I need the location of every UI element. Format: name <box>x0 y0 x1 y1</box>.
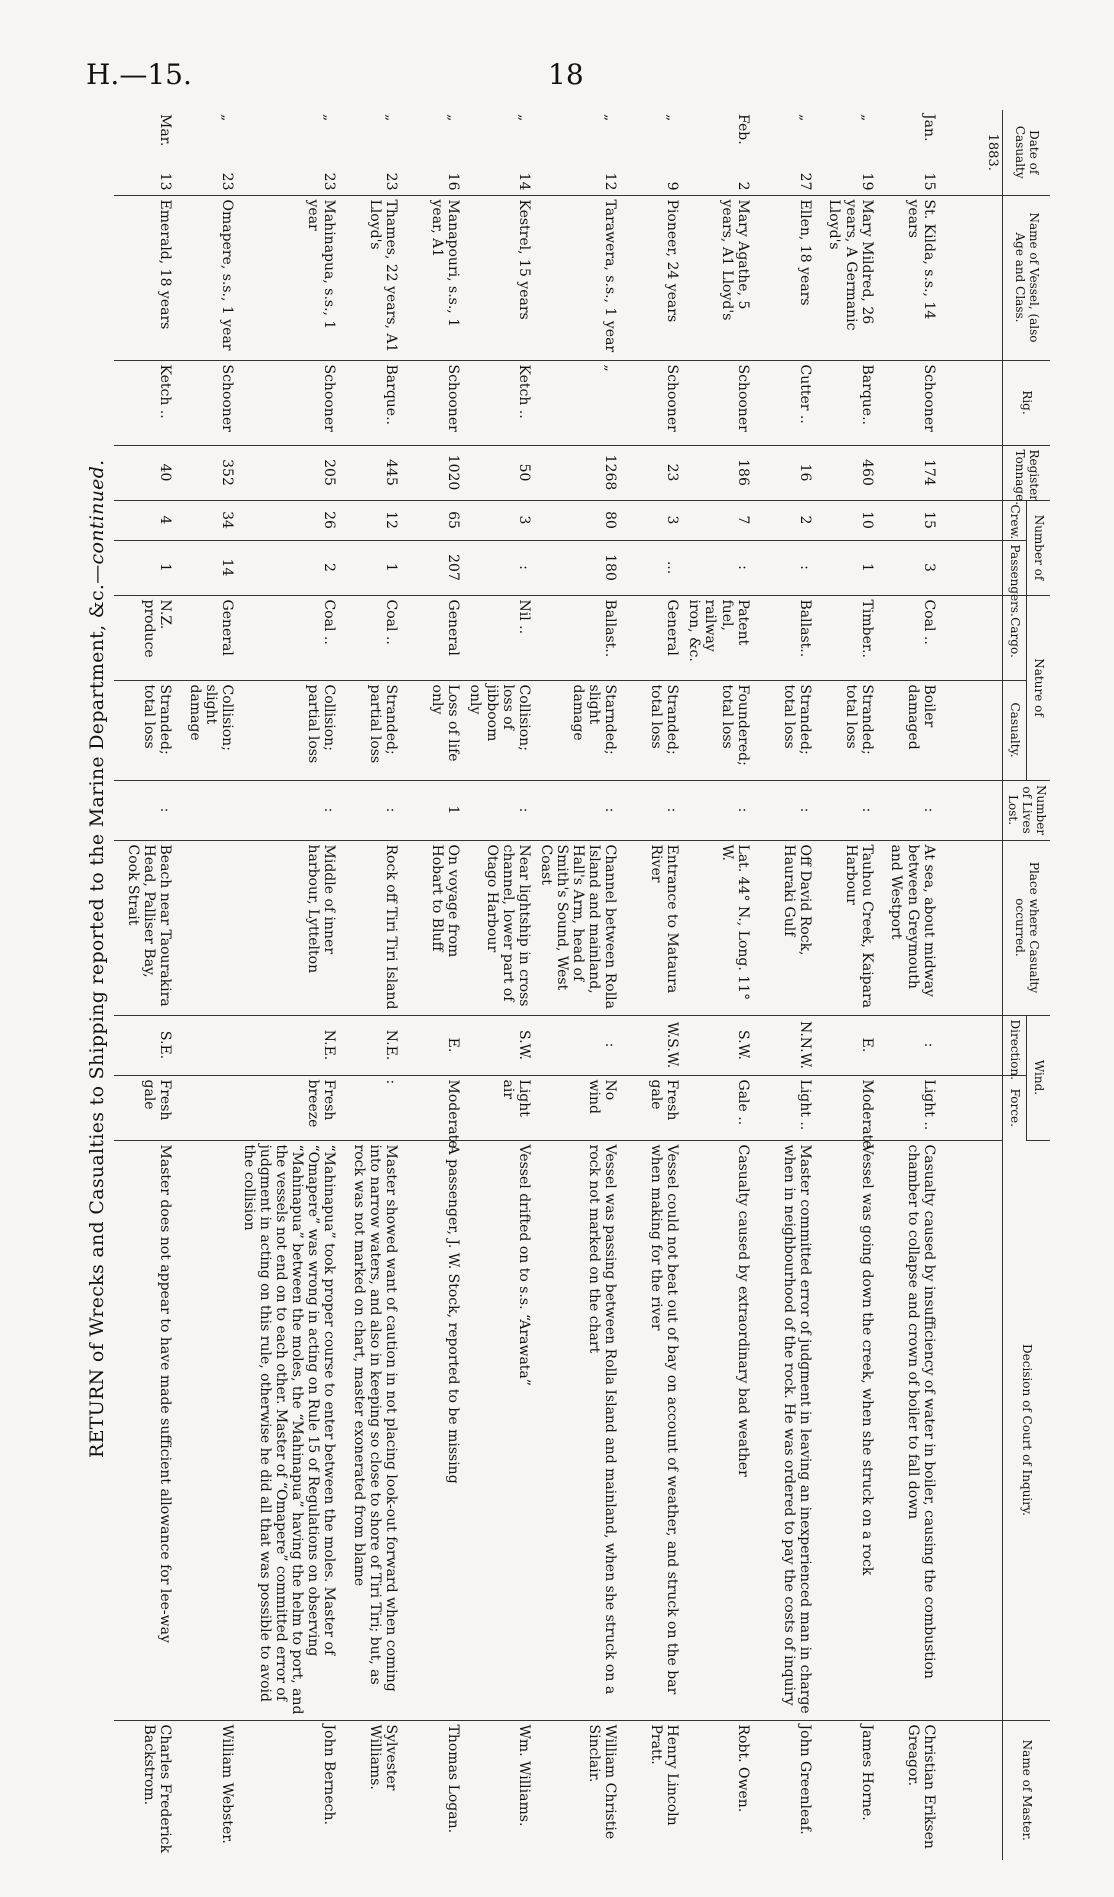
cell-master: Wm. Williams. <box>515 1724 532 1827</box>
cell-vessel: Emerald, 18 years <box>114 195 176 360</box>
cell-cargo: Coal .. <box>878 595 940 680</box>
cell-vessel: Omapere, s.s., 1 year <box>176 195 238 360</box>
cell-day: 2 <box>734 181 751 191</box>
cell-place: Tauhou Creek, Kaipara Harbour <box>816 840 878 1015</box>
table-title-continued: continued. <box>86 459 108 565</box>
cell-rig: Schooner <box>683 360 753 445</box>
cell-direction: S.W. <box>683 1015 753 1075</box>
cell-day: 19 <box>858 172 875 191</box>
cell-place: Beach near Taourakira Head, Palliser Bay, Cook Strait <box>114 840 176 1015</box>
cell-passengers: ... <box>621 540 683 595</box>
col-header-nature-of: Nature of <box>1026 595 1050 780</box>
cell-decision: Casualty caused by insufficiency of water in boiler, causing the combustion chamber to collapse and crown of boiler to fall down <box>878 1140 940 1720</box>
cell-passengers: 3 <box>878 540 940 595</box>
cell-force: Moderate <box>816 1075 878 1140</box>
cell-rig: Ketch .. <box>464 360 534 445</box>
cell-crew: 65 <box>402 500 464 540</box>
cell-tonnage: 23 <box>621 445 683 500</box>
col-header-date: Date of Casualty <box>1002 110 1050 195</box>
cell-force <box>176 1075 238 1140</box>
cell-lives: : <box>621 780 683 840</box>
year-row <box>940 110 1003 1860</box>
cell-day: 15 <box>920 172 937 191</box>
cell-month: „ <box>602 114 619 122</box>
table-title-main: RETURN of Wrecks and Casualties to Shipping reported to the Marine Department, &c.— <box>86 564 108 1458</box>
cell-place: Lat. 44° N., Long. 11° W. <box>683 840 753 1015</box>
cell-tonnage: 1020 <box>402 445 464 500</box>
cell-force: : <box>340 1075 402 1140</box>
cell-passengers: 2 <box>238 540 341 595</box>
cell-crew: 26 <box>238 500 341 540</box>
cell-cargo: General <box>176 595 238 680</box>
cell-casualty: Stranded; total loss <box>816 680 878 780</box>
cell-direction <box>176 1015 238 1075</box>
cell-cargo: Coal .. <box>340 595 402 680</box>
document-reference: H.—15. <box>86 58 192 91</box>
cell-crew: 15 <box>878 500 940 540</box>
cell-rig: Schooner <box>238 360 341 445</box>
cell-force: Fresh breeze <box>238 1075 341 1140</box>
table-row <box>816 110 878 1860</box>
col-header-decision: Decision of Court of Inquiry. <box>1002 1140 1050 1720</box>
cell-rig: „ <box>535 360 621 445</box>
cell-date <box>621 110 683 195</box>
cell-direction: S.W. <box>464 1015 534 1075</box>
cell-decision: Master showed want of caution in not placing look-out forward when coming into narrow waters, and also in keeping so close to shore of Tiri Tiri; but, as rock was not marked on chart, master exonerated from blame <box>340 1140 402 1720</box>
cell-month: Jan. <box>920 114 937 142</box>
cell-force: Fresh gale <box>621 1075 683 1140</box>
cell-cargo: N.Z. produce <box>114 595 176 680</box>
cell-month: Feb. <box>734 114 751 145</box>
cell-direction: S.E. <box>114 1015 176 1075</box>
cell-day: 23 <box>383 172 400 191</box>
cell-master: Sylvester Williams. <box>367 1724 400 1791</box>
cell-place: Rock off Tiri Tiri Island <box>340 840 402 1015</box>
cell-lives: : <box>535 780 621 840</box>
cell-date <box>683 110 753 195</box>
cell-vessel: Mary Agathe, 5 years, A1 Lloyd's <box>683 195 753 360</box>
year-label: 1883. <box>940 110 1003 195</box>
table-body <box>114 110 1002 1860</box>
cell-casualty: Stranded; total loss <box>754 680 816 780</box>
cell-cargo: General <box>402 595 464 680</box>
cell-master: Christian Eriksen Greagor. <box>904 1724 937 1849</box>
col-header-wind-direction: Direction. <box>1002 1015 1026 1075</box>
table-row <box>683 110 753 1860</box>
cell-lives <box>176 780 238 840</box>
cell-force: Light .. <box>754 1075 816 1140</box>
cell-decision: Vessel was passing between Rolla Island and mainland, when she struck on a rock not marked on the chart <box>535 1140 621 1720</box>
casualty-table-container <box>114 110 1050 1860</box>
cell-passengers: 14 <box>176 540 238 595</box>
cell-lives: : <box>238 780 341 840</box>
cell-casualty: Stranded; partial loss <box>340 680 402 780</box>
cell-day: 14 <box>515 172 532 191</box>
cell-rig: Barque.. <box>340 360 402 445</box>
cell-lives: : <box>878 780 940 840</box>
cell-decision: Casualty caused by extraordinary bad weather <box>683 1140 753 1720</box>
page-number: 18 <box>548 58 584 91</box>
col-header-passengers: Passengers. <box>1002 540 1026 595</box>
cell-direction: W.S.W. <box>621 1015 683 1075</box>
cell-direction: N.N.W. <box>754 1015 816 1075</box>
cell-crew: 34 <box>176 500 238 540</box>
cell-decision: Master committed error of judgment in leaving an inexperienced man in charge when in neighbourhood of the rock. He was ordered to pay the costs of inquiry <box>754 1140 816 1720</box>
col-header-vessel: Name of Vessel, (also Age and Class. <box>1002 195 1050 360</box>
col-header-wind: Wind. <box>1026 1015 1050 1140</box>
cell-crew: 7 <box>683 500 753 540</box>
table-header <box>1002 110 1050 1860</box>
cell-passengers: : <box>683 540 753 595</box>
cell-tonnage: 174 <box>878 445 940 500</box>
cell-place: Near lightship in cross channel, lower part of Otago Harbour <box>464 840 534 1015</box>
cell-crew: 4 <box>114 500 176 540</box>
cell-direction: : <box>878 1015 940 1075</box>
cell-day: 23 <box>321 172 338 191</box>
cell-decision <box>176 1140 238 1720</box>
cell-casualty: Stranded; total loss <box>114 680 176 780</box>
cell-date <box>754 110 816 195</box>
cell-rig: Barque.. <box>816 360 878 445</box>
cell-crew: 3 <box>464 500 534 540</box>
col-header-crew: Crew. <box>1002 500 1026 540</box>
cell-direction: E. <box>402 1015 464 1075</box>
cell-cargo: Timber.. <box>816 595 878 680</box>
cell-month: „ <box>383 114 400 122</box>
cell-month: Mar. <box>156 114 173 147</box>
cell-rig: Ketch .. <box>114 360 176 445</box>
cell-lives: : <box>816 780 878 840</box>
cell-crew: 10 <box>816 500 878 540</box>
cell-lives: : <box>754 780 816 840</box>
cell-direction: E. <box>816 1015 878 1075</box>
cell-master: Henry Lincoln Pratt. <box>648 1724 681 1826</box>
cell-force: Light air <box>464 1075 534 1140</box>
cell-casualty: Loss of life only <box>402 680 464 780</box>
cell-passengers: 1 <box>816 540 878 595</box>
cell-cargo: Ballast.. <box>535 595 621 680</box>
cell-vessel: Mary Mildred, 26 years, A Germanic Lloyd's <box>816 195 878 360</box>
cell-cargo: Nil .. <box>464 595 534 680</box>
cell-tonnage: 16 <box>754 445 816 500</box>
cell-place: Middle of inner harbour, Lyttelton <box>238 840 341 1015</box>
cell-rig: Schooner <box>621 360 683 445</box>
cell-tonnage: 50 <box>464 445 534 500</box>
col-header-casualty: Casualty. <box>1002 680 1026 780</box>
cell-direction: N.E. <box>238 1015 341 1075</box>
cell-date <box>176 110 238 195</box>
cell-lives: : <box>683 780 753 840</box>
cell-rig: Schooner <box>176 360 238 445</box>
cell-crew: 2 <box>754 500 816 540</box>
cell-force: Light .. <box>878 1075 940 1140</box>
cell-passengers: 1 <box>340 540 402 595</box>
cell-casualty: Foundered; total loss <box>683 680 753 780</box>
cell-master: William Christie Sinclair. <box>586 1724 619 1840</box>
cell-date <box>238 110 341 195</box>
table-row <box>621 110 683 1860</box>
cell-tonnage: 1268 <box>535 445 621 500</box>
col-header-rig: Rig. <box>1002 360 1050 445</box>
cell-month: „ <box>321 114 338 122</box>
cell-rig: Cutter .. <box>754 360 816 445</box>
cell-force: Gale .. <box>683 1075 753 1140</box>
cell-day: 12 <box>602 172 619 191</box>
cell-passengers: 207 <box>402 540 464 595</box>
cell-decision: A passenger, J. W. Stock, reported to be missing <box>402 1140 464 1720</box>
cell-decision: “Mahinapua” took proper course to enter between the moles. Master of “Omapere” was wrong in acting on Rule 15 of Regulations on observing “Mahinapua” between the moles, the “Mahinapua” having the helm to port, and the vessels not end on to each other. Master of “Omapere” committed error of judgment in acting on this rule, otherwise he did all that was possible to avoid the collision <box>238 1140 341 1720</box>
cell-master: Thomas Logan. <box>445 1724 462 1834</box>
table-row <box>176 110 238 1860</box>
cell-master: John Bernech. <box>321 1724 338 1825</box>
cell-day: 16 <box>445 172 462 191</box>
cell-casualty: Collision; partial loss <box>238 680 341 780</box>
cell-lives: : <box>114 780 176 840</box>
table-row <box>402 110 464 1860</box>
cell-day: 27 <box>796 172 813 191</box>
cell-direction: N.E. <box>340 1015 402 1075</box>
cell-month: „ <box>664 114 681 122</box>
cell-direction: : <box>535 1015 621 1075</box>
col-header-master: Name of Master. <box>1002 1720 1050 1860</box>
cell-casualty: Collision; slight damage <box>176 680 238 780</box>
col-header-lives-lost: Number of Lives Lost. <box>1002 780 1050 840</box>
table-row <box>535 110 621 1860</box>
cell-force: Fresh gale <box>114 1075 176 1140</box>
cell-lives: : <box>340 780 402 840</box>
cell-place: Entrance to Mataura River <box>621 840 683 1015</box>
cell-vessel: St. Kilda, s.s., 14 years <box>878 195 940 360</box>
cell-decision: Vessel drifted on to s.s. “Arawata” <box>464 1140 534 1720</box>
cell-lives: 1 <box>402 780 464 840</box>
cell-master: William Webster. <box>218 1724 235 1844</box>
cell-date <box>114 110 176 195</box>
cell-date <box>340 110 402 195</box>
cell-vessel: Kestrel, 15 years <box>464 195 534 360</box>
cell-passengers: 180 <box>535 540 621 595</box>
table-row <box>464 110 534 1860</box>
cell-vessel: Ellen, 18 years <box>754 195 816 360</box>
cell-day: 13 <box>156 172 173 191</box>
casualty-table <box>114 110 1050 1860</box>
cell-lives: : <box>464 780 534 840</box>
cell-vessel: Pioneer, 24 years <box>621 195 683 360</box>
cell-month: „ <box>796 114 813 122</box>
cell-month: „ <box>218 114 235 122</box>
cell-decision: Master does not appear to have made sufficient allowance for lee-way <box>114 1140 176 1720</box>
cell-place: At sea, about midway between Greymouth and Westport <box>878 840 940 1015</box>
cell-vessel: Thames, 22 years, A1 Lloyd's <box>340 195 402 360</box>
cell-month: „ <box>858 114 875 122</box>
cell-rig: Schooner <box>878 360 940 445</box>
cell-vessel: Manapouri, s.s., 1 year, A1 <box>402 195 464 360</box>
cell-master: Charles Frederick Backstrom. <box>140 1724 173 1854</box>
cell-place: Off David Rock, Hauraki Gulf <box>754 840 816 1015</box>
cell-master: Robt. Owen. <box>734 1724 751 1813</box>
col-header-number-of: Number of <box>1026 500 1050 595</box>
cell-force: Moderate <box>402 1075 464 1140</box>
cell-cargo: Ballast.. <box>754 595 816 680</box>
cell-vessel: Tarawera, s.s., 1 year <box>535 195 621 360</box>
cell-day: 9 <box>664 181 681 191</box>
cell-tonnage: 40 <box>114 445 176 500</box>
cell-casualty: Boiler damaged <box>878 680 940 780</box>
cell-tonnage: 205 <box>238 445 341 500</box>
cell-place <box>176 840 238 1015</box>
cell-date <box>535 110 621 195</box>
cell-casualty: Stranded; total loss <box>621 680 683 780</box>
cell-rig: Schooner <box>402 360 464 445</box>
cell-decision: Vessel was going down the creek, when she struck on a rock <box>816 1140 878 1720</box>
cell-force: No wind <box>535 1075 621 1140</box>
cell-vessel: Mahinapua, s.s., 1 year <box>238 195 341 360</box>
cell-cargo: Coal .. <box>238 595 341 680</box>
cell-date <box>464 110 534 195</box>
cell-master: James Horne. <box>858 1724 875 1821</box>
cell-passengers: 1 <box>114 540 176 595</box>
cell-tonnage: 352 <box>176 445 238 500</box>
cell-decision: Vessel could not beat out of bay on account of weather, and struck on the bar when making for the river <box>621 1140 683 1720</box>
table-title <box>86 459 108 1458</box>
col-header-wind-force: Force. <box>1002 1075 1026 1140</box>
col-header-place: Place where Casualty occurred. <box>1002 840 1050 1015</box>
cell-master: John Greenleaf. <box>796 1724 813 1835</box>
cell-casualty: Starnded; slight damage <box>535 680 621 780</box>
cell-month: „ <box>515 114 532 122</box>
table-row <box>340 110 402 1860</box>
cell-month: „ <box>445 114 462 122</box>
cell-passengers: : <box>464 540 534 595</box>
cell-tonnage: 186 <box>683 445 753 500</box>
cell-tonnage: 460 <box>816 445 878 500</box>
table-row <box>238 110 341 1860</box>
cell-crew: 3 <box>621 500 683 540</box>
cell-casualty: Collision; loss of jibboom only <box>464 680 534 780</box>
cell-date <box>878 110 940 195</box>
table-row <box>114 110 176 1860</box>
cell-day: 23 <box>218 172 235 191</box>
table-row <box>878 110 940 1860</box>
cell-crew: 12 <box>340 500 402 540</box>
cell-date <box>816 110 878 195</box>
cell-crew: 80 <box>535 500 621 540</box>
cell-date <box>402 110 464 195</box>
cell-cargo: General <box>621 595 683 680</box>
cell-place: Channel between Rolla Island and mainland, Hall's Arm, head of Smith's Sound, West Coast <box>535 840 621 1015</box>
col-header-cargo: Cargo. <box>1002 595 1026 680</box>
cell-place: On voyage from Hobart to Bluff <box>402 840 464 1015</box>
col-header-tonnage: Register Tonnage. <box>1002 445 1050 500</box>
cell-tonnage: 445 <box>340 445 402 500</box>
table-row <box>754 110 816 1860</box>
cell-cargo: Patent fuel, railway iron, &c. <box>683 595 753 680</box>
cell-passengers: : <box>754 540 816 595</box>
